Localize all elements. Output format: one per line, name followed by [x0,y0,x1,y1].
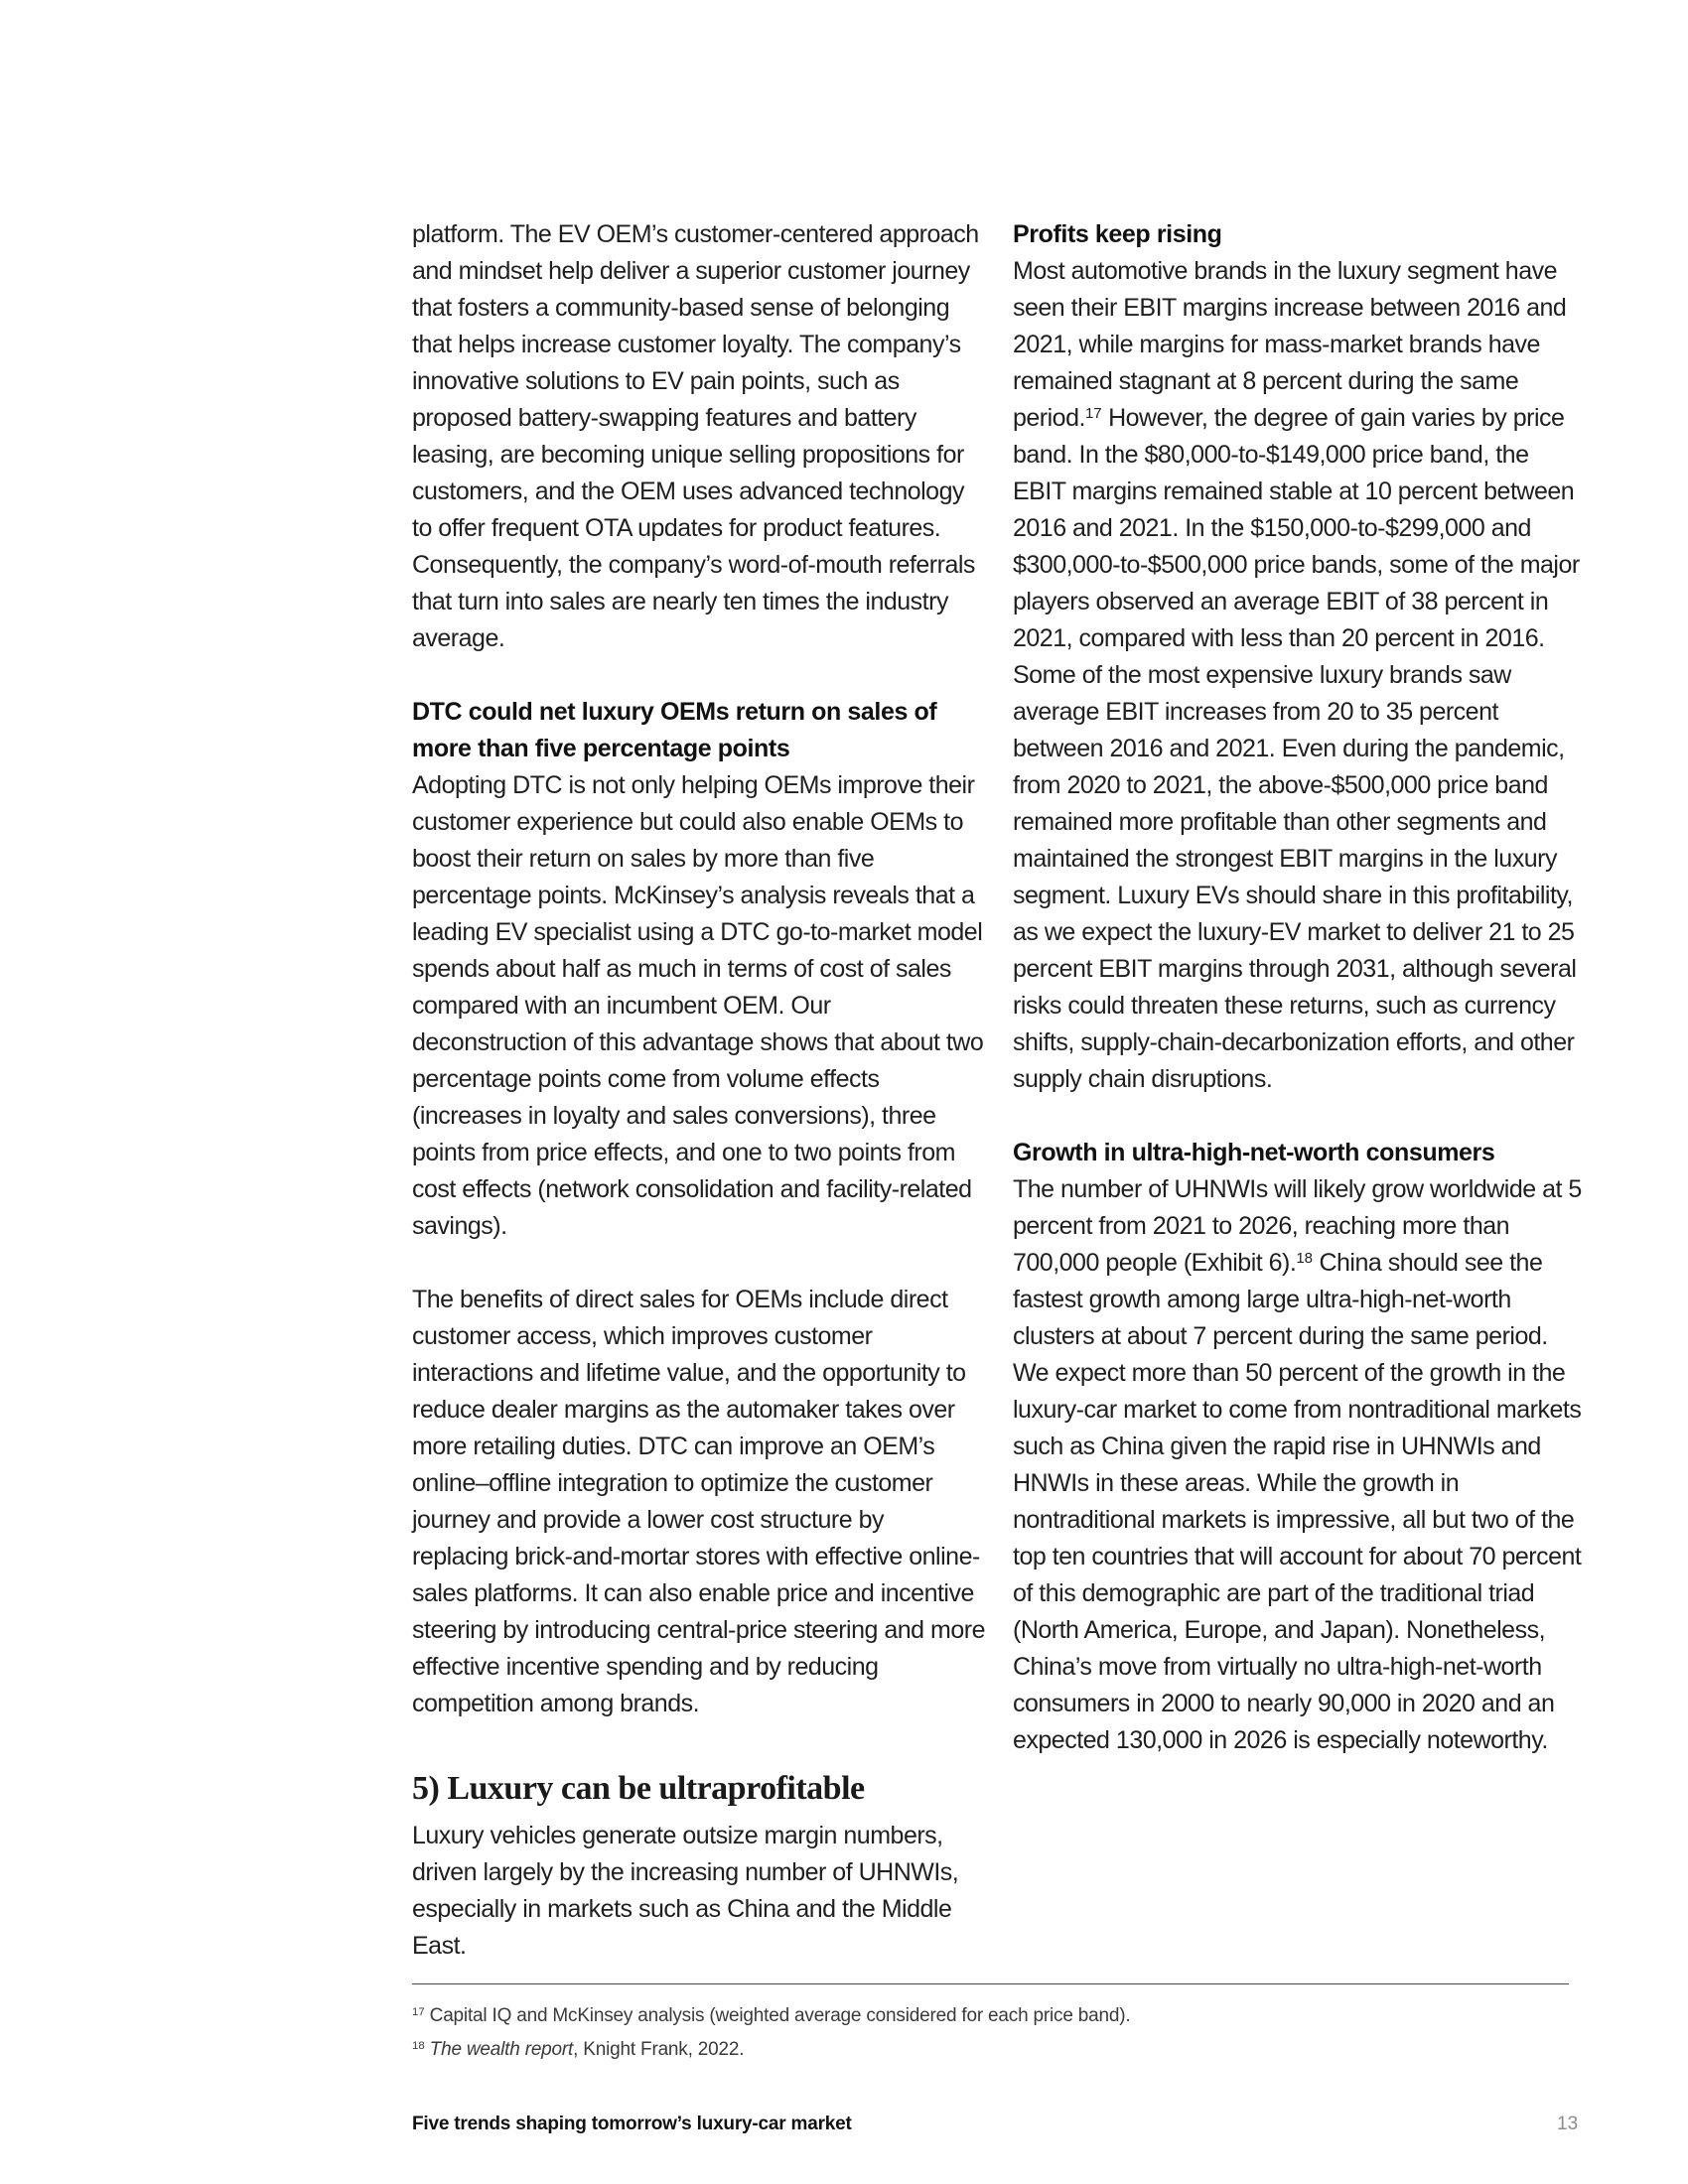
body-paragraph-adopting-dtc: Adopting DTC is not only helping OEMs improve their customer experience but could also enable OEMs to boost their return on sales by more than five percentage points. McKinsey’s analysis reveals that a leading EV specialist using a DTC go-to-market model spends about half as much in terms of cost of sales compared with an incumbent OEM. Our deconstruction of this advantage shows that about two percentage points come from volume effects (increases in loyalty and sales conversions), three points from price effects, and one to two points from cost effects (network consolidation and facility-related savings). [412,771,984,1240]
page-number: 13 [1557,2114,1579,2134]
body-paragraph-benefits-direct-sales: The benefits of direct sales for OEMs include direct customer access, which improves customer interactions and lifetime value, and the opportunity to reduce dealer margins as the automaker takes over more retailing duties. DTC can improve an OEM’s online–offline integration to optimize the customer journey and provide a lower cost structure by replacing brick-and-mortar stores with effective online-sales platforms. It can also enable price and incentive steering by introducing central-price steering and more effective incentive spending and by reducing competition among brands. [412,1286,985,1717]
footnote-divider-rule [412,1983,1569,1984]
section-heading-luxury-ultraprofitable: 5) Luxury can be ultraprofitable [412,1770,865,1807]
two-column-layout [412,216,1586,1965]
footnote-17-text: Capital IQ and McKinsey analysis (weighted average considered for each price band). [429,2005,1131,2026]
subheading-growth-uhnw: Growth in ultra-high-net-worth consumers [1013,1139,1495,1166]
right-column [1013,216,1586,1965]
footnote-17-marker: 17 [412,2005,425,2018]
subheading-profits-keep-rising: Profits keep rising [1013,220,1222,248]
left-column [412,216,985,1965]
footnote-18-marker: 18 [412,2039,425,2052]
footnotes-block [412,1999,1604,2067]
footer-report-title: Five trends shaping tomorrow’s luxury-car market [412,2114,852,2134]
body-paragraph-profits: Most automotive brands in the luxury segment have seen their EBIT margins increase between 2016 and 2021, while margins for mass-market brands have remained stagnant at 8 percent during the same period.$^{17}$ However, the degree of gain varies by price band. In the $80,000-to-$149,000 price band, the EBIT margins remained stable at 10 percent between 2016 and 2021. In the $150,000-to-$299,000 and $300,000-to-$500,000 price bands, some of the major players observed an average EBIT of 38 percent in 2021, compared with less than 20 percent in 2016. Some of the most expensive luxury brands saw average EBIT increases from 20 to 35 percent between 2016 and 2021. Even during the pandemic, from 2020 to 2021, the above-$500,000 price band remained more profitable than other segments and maintained the strongest EBIT margins in the luxury segment. Luxury EVs should share in this profitability, as we expect the luxury-EV market to deliver 21 to 25 percent EBIT margins through 2031, although several risks could threaten these returns, such as currency shifts, supply-chain-decarbonization efforts, and other supply chain disruptions. [1013,257,1580,1093]
body-paragraph-uhnw-growth: The number of UHNWIs will likely grow worldwide at 5 percent from 2021 to 2026, reaching more than 700,000 people (Exhibit 6).$^{18}$ China should see the fastest growth among large ultra-high-net-worth clusters at about 7 percent during the same period. We expect more than 50 percent of the growth in the luxury-car market to come from nontraditional markets such as China given the rapid rise in UHNWIs and HNWIs in these areas. While the growth in nontraditional markets is impressive, all but two of the top ten countries that will account for about 70 percent of this demographic are part of the traditional triad (North America, Europe, and Japan). Nonetheless, China’s move from virtually no ultra-high-net-worth consumers in 2000 to nearly 90,000 in 2020 and an expected 130,000 in 2026 is especially noteworthy. [1013,1175,1582,1754]
footnote-18-text: The wealth report, Knight Frank, 2022. [429,2039,745,2060]
footnote-17 [412,1999,1604,2033]
body-paragraph-platform: platform. The EV OEM’s customer-centered approach and mindset help deliver a superior customer journey that fosters a community-based sense of belonging that helps increase customer loyalty. The company’s innovative solutions to EV pain points, such as proposed battery-swapping features and battery leasing, are becoming unique selling propositions for customers, and the OEM uses advanced technology to offer frequent OTA updates for product features. Consequently, the company’s word-of-mouth referrals that turn into sales are nearly ten times the industry average. [412,220,979,652]
subheading-dtc-return-on-sales: DTC could net luxury OEMs return on sales of more than five percentage points [412,698,937,762]
body-paragraph-luxury-vehicles: Luxury vehicles generate outsize margin numbers, driven largely by the increasing number of UHNWIs, especially in markets such as China and the Middle East. [412,1822,959,1960]
footnote-18 [412,2033,1604,2067]
